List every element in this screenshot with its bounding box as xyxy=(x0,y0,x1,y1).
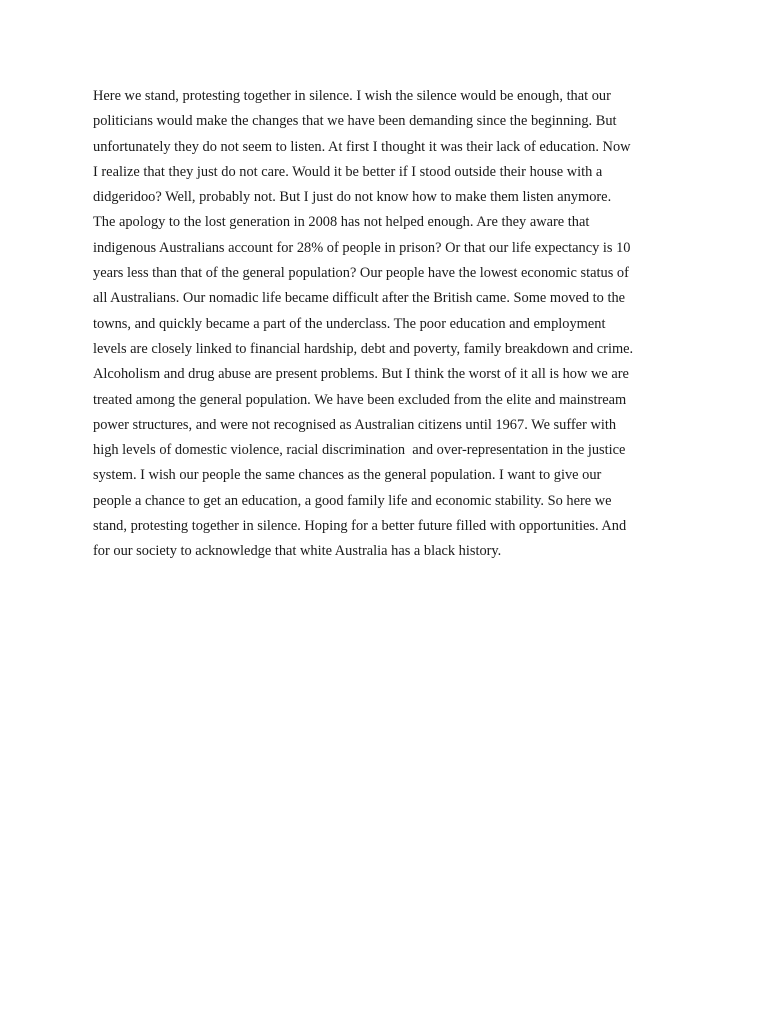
paragraph-line: all Australians. Our nomadic life became difficult after the British came. Some moved to the xyxy=(93,290,626,307)
paragraph-line: power structures, and were not recognised as Australian citizens until 1967. We suffer with xyxy=(93,416,617,433)
paragraph-line: stand, protesting together in silence. Hoping for a better future filled with opportunities. And xyxy=(93,518,627,535)
paragraph-line: politicians would make the changes that we have been demanding since the beginning. But xyxy=(93,113,617,130)
paragraph-line: towns, and quickly became a part of the underclass. The poor education and employment xyxy=(93,315,606,332)
paragraph-line: I realize that they just do not care. Would it be better if I stood outside their house with a xyxy=(93,163,603,180)
paragraph-line: The apology to the lost generation in 2008 has not helped enough. Are they aware that xyxy=(93,214,590,231)
paragraph-line: indigenous Australians account for 28% of people in prison? Or that our life expectancy is 10 xyxy=(93,239,631,256)
paragraph-line: Alcoholism and drug abuse are present problems. But I think the worst of it all is how we are xyxy=(93,366,629,383)
paragraph-line: unfortunately they do not seem to listen. At first I thought it was their lack of education. Now xyxy=(93,138,631,155)
paragraph-line: treated among the general population. We have been excluded from the elite and mainstream xyxy=(93,391,627,408)
paragraph-line: years less than that of the general population? Our people have the lowest economic status of xyxy=(93,265,629,282)
paragraph-line: system. I wish our people the same chances as the general population. I want to give our xyxy=(93,467,602,484)
paragraph-line: levels are closely linked to financial hardship, debt and poverty, family breakdown and crime. xyxy=(93,340,634,357)
paragraph-line: people a chance to get an education, a good family life and economic stability. So here we xyxy=(93,492,612,509)
paragraph-line: high levels of domestic violence, racial discrimination and over-representation in the justice xyxy=(93,442,626,459)
paragraph-line: for our society to acknowledge that white Australia has a black history. xyxy=(93,543,502,560)
paragraph-line: didgeridoo? Well, probably not. But I just do not know how to make them listen anymore. xyxy=(93,189,612,206)
essay-paragraph xyxy=(93,84,693,565)
paragraph-line: Here we stand, protesting together in silence. I wish the silence would be enough, that our xyxy=(93,88,611,104)
